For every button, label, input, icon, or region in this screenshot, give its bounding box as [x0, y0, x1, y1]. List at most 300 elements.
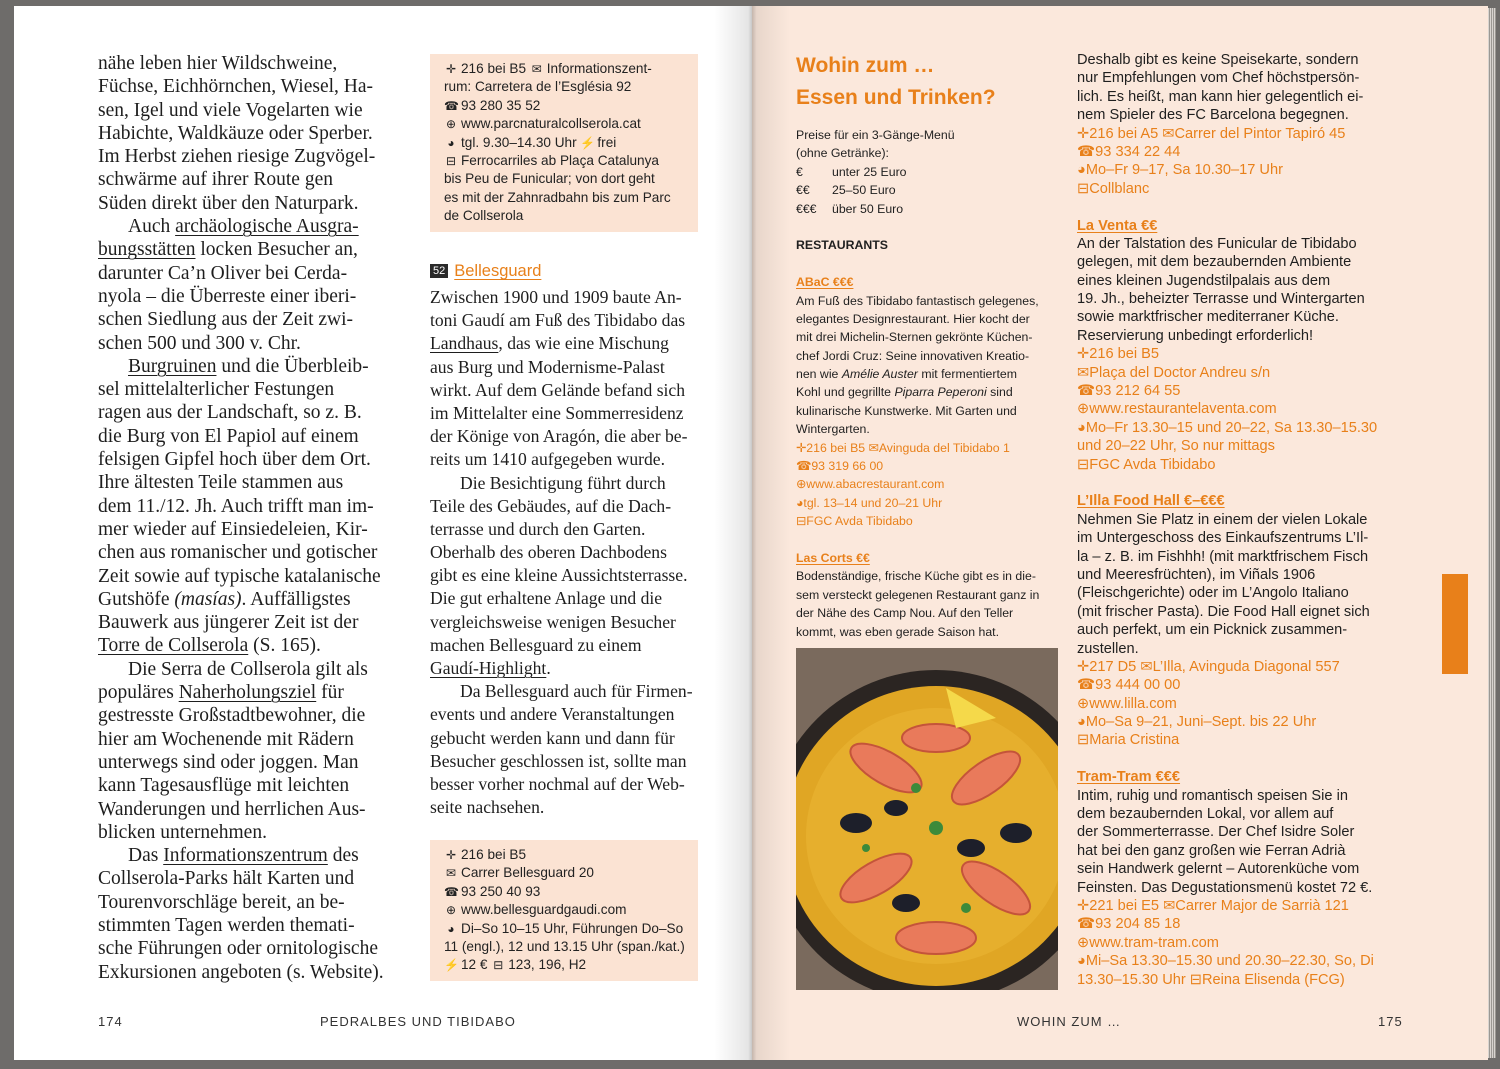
text-line	[430, 448, 708, 471]
text-line	[1077, 879, 1407, 897]
text-segment: sein Handwerk gelernt – Autorenküche vom	[1077, 861, 1360, 878]
text-line	[430, 727, 708, 750]
text-segment: Im Herbst ziehen riesige Zugvögel-	[98, 146, 376, 168]
info-text: es mit der Zahnradbahn bis zum Parc	[444, 189, 671, 205]
info-text: www.bellesguardgaudi.com	[461, 902, 627, 918]
info-icon: ✛	[445, 848, 457, 862]
text-line	[430, 286, 708, 309]
text-line	[430, 750, 708, 773]
text-line	[1077, 51, 1407, 69]
text-segment: ⊟FGC Avda Tibidabo	[796, 514, 913, 529]
text-segment: Bauwerk aus jüngerer Zeit ist der	[98, 612, 359, 634]
info-text: 93 280 35 52	[461, 97, 541, 113]
text-line	[430, 309, 708, 332]
restaurant-info[interactable]	[1077, 419, 1407, 437]
text-segment: kulinarische Kunstwerke. Mit Garten und	[796, 403, 1017, 418]
text-line	[430, 703, 708, 726]
text-segment: , das wie eine Mischung	[498, 333, 669, 354]
paella-photo	[796, 648, 1058, 990]
text-line	[796, 218, 1058, 236]
restaurant-info[interactable]	[796, 457, 1058, 475]
page-edges	[1488, 8, 1496, 1058]
text-line	[98, 751, 418, 774]
text-segment: Die Besichtigung führt durch	[460, 472, 666, 493]
text-line	[98, 262, 418, 285]
text-line	[430, 634, 708, 657]
text-segment: populäres	[98, 682, 179, 704]
page-number-right: 175	[1378, 1014, 1403, 1029]
text-line	[98, 285, 418, 308]
info-row	[444, 883, 684, 901]
restaurant-info[interactable]	[1077, 161, 1407, 179]
restaurant-name[interactable]	[1077, 217, 1407, 235]
restaurant-info[interactable]	[1077, 952, 1407, 970]
text-line	[98, 541, 418, 564]
text-line	[430, 472, 708, 495]
text-line	[796, 531, 1058, 549]
text-segment: im Mittelalter eine Sommerresidenz	[430, 402, 684, 423]
text-segment: gelegen, mit dem bezaubernden Ambiente	[1077, 254, 1352, 271]
text-line	[796, 200, 1058, 218]
text-segment: locken Besucher an,	[195, 239, 358, 261]
text-line	[1077, 823, 1407, 841]
info-text: rum: Carretera de l’Església 92	[444, 79, 632, 95]
text-line	[430, 611, 708, 634]
restaurants-column-1	[796, 126, 1058, 641]
restaurant-info[interactable]	[1077, 143, 1407, 161]
info-row	[444, 152, 684, 170]
text-line	[1077, 787, 1407, 805]
text-line	[98, 425, 418, 448]
text-line	[796, 255, 1058, 273]
text-segment: Intim, ruhig und romantisch speisen Sie in	[1077, 787, 1348, 804]
text-segment: Deshalb gibt es keine Speisekarte, sondern	[1077, 52, 1359, 68]
section-number-badge: 52	[430, 264, 448, 278]
text-line	[1077, 106, 1407, 124]
text-segment: (mit frischer Pasta). Die Food Hall eignet sich	[1077, 603, 1370, 620]
text-segment: Reservierung unbedingt erforderlich!	[1077, 327, 1314, 344]
restaurant-info[interactable]	[1077, 971, 1407, 989]
text-segment: ⊟Collblanc	[1077, 180, 1150, 197]
restaurants-column-2	[1077, 51, 1407, 989]
text-segment: schwärme auf ihrer Route gen	[98, 169, 333, 191]
text-segment: im Untergeschoss des Einkaufszentrums L’Il-	[1077, 530, 1369, 547]
text-segment: gestresste Großstadtbewohner, die	[98, 705, 366, 727]
text-segment: (Fleischgerichte) oder im L’Angolo Italiano	[1077, 585, 1349, 602]
info-row	[444, 920, 684, 938]
text-segment: ✉Plaça del Doctor Andreu s/n	[1077, 364, 1271, 381]
text-segment: sche Führungen oder ornitologische	[98, 938, 378, 960]
text-segment: ABaC €€€	[796, 275, 854, 290]
text-segment: Las Corts €€	[796, 550, 870, 565]
text-line	[796, 586, 1058, 604]
open-book	[14, 6, 1488, 1060]
text-segment: ◕Mo–Fr 9–17, Sa 10.30–17 Uhr	[1077, 162, 1283, 179]
text-line	[1077, 860, 1407, 878]
left-body-text	[98, 52, 418, 984]
text-segment: Zwischen 1900 und 1909 baute An-	[430, 287, 682, 307]
text-segment: ⊕www.lilla.com	[1077, 695, 1177, 712]
text-line	[1077, 511, 1407, 529]
text-line	[98, 52, 418, 75]
restaurant-info[interactable]	[1077, 713, 1407, 731]
text-line	[430, 773, 708, 796]
text-segment: ◕Mo–Sa 9–21, Juni–Sept. bis 22 Uhr	[1077, 714, 1317, 731]
text-line	[1077, 474, 1407, 492]
info-text: tgl. 9.30–14.30 Uhr	[461, 134, 581, 150]
text-segment: Preise für ein 3-Gänge-Menü	[796, 128, 955, 142]
text-segment: ⊟Maria Cristina	[1077, 732, 1180, 749]
restaurant-info[interactable]	[1077, 456, 1407, 474]
text-line	[1077, 842, 1407, 860]
restaurant-info[interactable]	[1077, 731, 1407, 749]
running-head-right: WOHIN ZUM …	[1017, 1014, 1122, 1029]
link-text[interactable]: Naherholungsziel	[178, 682, 317, 704]
text-line	[98, 891, 418, 914]
restaurant-info[interactable]	[1077, 915, 1407, 933]
text-line	[98, 798, 418, 821]
text-segment: ◕Mo–Fr 13.30–15 und 20–22, Sa 13.30–15.30	[1077, 419, 1378, 436]
info-text: Di–So 10–15 Uhr, Führungen Do–So	[461, 920, 684, 936]
info-row	[444, 60, 684, 78]
text-segment: ✛217 D5 ✉L’Illa, Avinguda Diagonal 557	[1077, 658, 1340, 675]
text-segment: ⊟FGC Avda Tibidabo	[1077, 456, 1216, 473]
info-box-bellesguard	[430, 840, 698, 981]
text-segment: Auch	[128, 216, 176, 238]
text-segment: nem Spieler des FC Barcelona begegnen.	[1077, 107, 1349, 124]
text-segment: (S. 165).	[248, 635, 321, 657]
text-segment: und die Überbleib-	[216, 355, 369, 377]
section-heading	[430, 262, 541, 281]
text-segment: Das	[128, 845, 164, 867]
restaurant-info[interactable]	[796, 494, 1058, 512]
text-segment: gibt es eine kleine Aussichtsterrasse.	[430, 565, 688, 586]
chapter-title-line2: Essen und Trinken?	[796, 86, 996, 109]
text-segment: über 50 Euro	[832, 201, 904, 216]
text-line	[98, 914, 418, 937]
restaurant-name[interactable]	[1077, 492, 1407, 510]
link-text[interactable]: Gaudí-Highlight	[430, 658, 547, 678]
text-line	[98, 332, 418, 355]
text-line	[796, 402, 1058, 420]
restaurant-info[interactable]	[1077, 897, 1407, 915]
text-line	[1077, 805, 1407, 823]
text-segment: 19. Jh., beheizter Terrasse und Wintergarten	[1077, 291, 1365, 308]
text-segment: An der Talstation des Funicular de Tibidabo	[1077, 235, 1357, 252]
info-row	[444, 207, 684, 225]
restaurant-info[interactable]	[1077, 658, 1407, 676]
text-segment: kommt, was eben gerade Saison hat.	[796, 624, 1000, 639]
text-segment: ✛216 bei B5 ✉Avinguda del Tibidabo 1	[796, 440, 1010, 455]
text-line	[796, 567, 1058, 585]
text-segment: zustellen.	[1077, 640, 1139, 657]
text-segment: dem bezaubernden Lokal, vor allem auf	[1077, 806, 1334, 823]
text-line	[98, 588, 418, 611]
text-segment: und 20–22 Uhr, So nur mittags	[1077, 438, 1275, 455]
text-line	[796, 383, 1058, 401]
info-text: frei	[597, 134, 617, 150]
text-line	[1077, 640, 1407, 658]
text-line	[1077, 88, 1407, 106]
text-segment: besser vorher nochmal auf der Web-	[430, 773, 685, 794]
text-segment: Oberhalb des oberen Dachbodens	[430, 542, 667, 563]
restaurant-info[interactable]	[1077, 934, 1407, 952]
text-segment: aus Burg und Modernisme-Palast	[430, 356, 665, 377]
text-segment: mit drei Michelin-Sternen gekrönte Küchen-	[796, 330, 1033, 345]
text-segment: seite nachsehen.	[430, 797, 545, 818]
section-label	[796, 236, 1058, 254]
info-icon: ⚡	[444, 958, 459, 973]
text-line	[1077, 603, 1407, 621]
info-row	[444, 956, 684, 974]
text-line	[98, 122, 418, 145]
text-segment: ragen aus der Landschaft, so z. B.	[98, 402, 362, 424]
text-segment: der Nähe des Camp Nou. Auf den Teller	[796, 606, 1014, 621]
text-line	[1077, 308, 1407, 326]
text-line	[430, 402, 708, 425]
text-segment: machen Bellesguard zu einem	[430, 634, 642, 655]
text-line	[98, 238, 418, 261]
text-segment: gebucht werden kann und dann für	[430, 727, 675, 748]
info-text: Informationszent-	[546, 61, 652, 76]
info-row	[444, 901, 684, 919]
restaurant-info[interactable]	[1077, 676, 1407, 694]
text-line	[796, 365, 1058, 383]
text-line	[98, 634, 418, 657]
link-text[interactable]: bungsstätten	[98, 239, 196, 261]
text-segment: chef Jordi Cruz: Seine innovativen Kreatio-	[796, 348, 1030, 363]
text-segment: Teile des Gebäudes, auf die Dach-	[430, 495, 672, 516]
text-line	[98, 99, 418, 122]
text-line	[430, 425, 708, 448]
restaurant-name[interactable]	[1077, 768, 1407, 786]
text-segment: Tourenvorschläge bereit, an be-	[98, 891, 345, 913]
info-icon: ✉	[445, 866, 457, 881]
text-segment: unterwegs sind oder joggen. Man	[98, 751, 359, 773]
text-line	[98, 658, 418, 681]
info-row	[444, 115, 684, 133]
text-line	[1077, 750, 1407, 768]
text-segment: ✛221 bei E5 ✉Carrer Major de Sarrià 121	[1077, 897, 1349, 914]
text-line	[796, 347, 1058, 365]
text-line	[1077, 621, 1407, 639]
text-line	[1077, 290, 1407, 308]
text-segment: ☎93 334 22 44	[1077, 143, 1181, 160]
link-text[interactable]: Torre de Collserola	[98, 635, 249, 657]
text-line	[98, 192, 418, 215]
text-line	[98, 774, 418, 797]
text-segment: sel mittelalterlicher Festungen	[98, 379, 335, 401]
text-line	[796, 144, 1058, 162]
text-line	[1077, 566, 1407, 584]
text-line	[430, 657, 708, 680]
restaurant-info[interactable]	[796, 512, 1058, 530]
text-segment: reits um 1410 aufgegeben wurde.	[430, 449, 665, 470]
restaurant-name[interactable]	[796, 549, 1058, 567]
text-line	[98, 168, 418, 191]
info-row	[444, 97, 684, 115]
text-segment: ☎93 204 85 18	[1077, 916, 1181, 933]
text-segment: die Burg von El Papiol auf einem	[98, 425, 359, 447]
text-segment: ✛216 bei A5 ✉Carrer del Pintor Tapiró 45	[1077, 125, 1346, 142]
text-segment: Süden direkt über den Naturpark.	[98, 192, 359, 214]
text-segment: ☎93 212 64 55	[1077, 383, 1181, 400]
info-text: Carrer Bellesguard 20	[461, 865, 594, 881]
text-line	[430, 796, 708, 819]
restaurant-info[interactable]	[1077, 180, 1407, 198]
info-row	[444, 134, 684, 152]
text-line	[1077, 253, 1407, 271]
restaurant-info[interactable]	[796, 475, 1058, 493]
text-segment: wirkt. Auf dem Gelände befand sich	[430, 379, 686, 400]
text-line	[98, 844, 418, 867]
text-segment: events und andere Veranstaltungen	[430, 704, 675, 725]
text-segment: ☎93 444 00 00	[1077, 677, 1181, 694]
restaurant-info[interactable]	[1077, 400, 1407, 418]
text-segment: auch perfekt, um ein Picknick zusammen-	[1077, 622, 1348, 639]
left-page	[14, 6, 752, 1060]
text-segment: sem versteckt gelegenen Restaurant ganz in	[796, 587, 1040, 602]
info-box-collserola	[430, 54, 698, 232]
text-line	[98, 471, 418, 494]
price-symbol: €€€	[796, 201, 817, 216]
text-segment: der Könige von Aragón, die aber be-	[430, 426, 688, 447]
text-segment: (ohne Getränke):	[796, 146, 889, 161]
text-segment: 13.30–15.30 Uhr ⊟Reina Elisenda (FCG)	[1077, 971, 1345, 988]
text-segment: La Venta €€	[1077, 217, 1158, 234]
link-text[interactable]: archäologische Ausgra-	[175, 216, 359, 238]
link-text[interactable]: Landhaus	[430, 333, 499, 354]
text-segment: ◕tgl. 13–14 und 20–21 Uhr	[796, 495, 943, 510]
text-segment: kann Tagesausflüge mit leichten	[98, 775, 350, 797]
text-line	[1077, 327, 1407, 345]
text-segment: und Meeresfrüchten), im Viñals 1906	[1077, 566, 1316, 583]
text-segment: sind	[986, 385, 1013, 400]
text-segment: Besucher geschlossen ist, sollte man	[430, 750, 687, 771]
price-symbol: €€	[796, 183, 810, 198]
info-text: Ferrocarriles ab Plaça Catalunya	[461, 152, 659, 168]
text-line	[98, 355, 418, 378]
text-line	[98, 681, 418, 704]
info-text: de Collserola	[444, 208, 524, 224]
text-line	[796, 310, 1058, 328]
text-line	[430, 541, 708, 564]
info-icon: ⚡	[580, 135, 596, 150]
text-segment: ✛216 bei B5	[1077, 346, 1160, 363]
section-title-bellesguard[interactable]: Bellesguard	[454, 262, 542, 280]
text-line	[1077, 584, 1407, 602]
paella-illustration	[796, 648, 1058, 990]
restaurant-info[interactable]	[1077, 125, 1407, 143]
text-line	[796, 328, 1058, 346]
text-segment: schen Siedlung aus der Zeit zwi-	[98, 309, 354, 331]
text-segment: der Sommerterrasse. Der Chef Isidre Soler	[1077, 824, 1355, 841]
restaurant-info[interactable]	[1077, 382, 1407, 400]
restaurant-info[interactable]	[1077, 345, 1407, 363]
text-segment: Gutshöfe	[98, 588, 175, 610]
info-icon: ⊟	[493, 958, 504, 973]
info-text: 123, 196, H2	[508, 957, 587, 973]
info-row	[444, 938, 684, 956]
text-segment: mit fermentiertem	[917, 367, 1017, 382]
text-segment: ⊕www.abacrestaurant.com	[796, 477, 945, 492]
running-head-left: PEDRALBES UND TIBIDABO	[320, 1014, 516, 1029]
text-segment: blicken unternehmen.	[98, 821, 267, 843]
restaurant-info[interactable]	[1077, 437, 1407, 455]
text-segment: nen wie	[796, 367, 842, 382]
text-segment: Füchse, Eichhörnchen, Wiesel, Ha-	[98, 76, 374, 98]
text-segment: Collserola-Parks hält Karten und	[98, 868, 355, 890]
info-icon: ◕	[447, 921, 455, 936]
italic-segment: Amélie Auster	[841, 367, 918, 382]
info-icon: ⊟	[445, 153, 457, 168]
text-segment: nyola – die Überreste einer iberi-	[98, 285, 357, 307]
text-segment: Kohl und gegrillte	[796, 385, 895, 400]
text-segment: ◕Mi–Sa 13.30–15.30 und 20.30–22.30, So, Di	[1077, 953, 1374, 970]
info-row	[444, 864, 684, 882]
text-segment: Zeit sowie auf typische katalanische	[98, 565, 381, 587]
text-segment: Exkursionen angeboten (s. Website).	[98, 961, 384, 983]
text-segment: Die gut erhaltene Anlage und die	[430, 588, 663, 609]
link-text[interactable]: Burgruinen	[128, 355, 217, 377]
info-text: 12 €	[461, 957, 492, 973]
text-line	[98, 145, 418, 168]
text-line	[430, 495, 708, 518]
text-line	[98, 937, 418, 960]
text-line	[1077, 69, 1407, 87]
text-line	[430, 680, 708, 703]
text-line	[98, 565, 418, 588]
text-line	[98, 448, 418, 471]
text-line	[98, 75, 418, 98]
text-line	[1077, 235, 1407, 253]
info-text: 93 250 40 93	[461, 883, 541, 899]
text-line	[430, 379, 708, 402]
restaurant-info[interactable]	[1077, 364, 1407, 382]
text-segment: RESTAURANTS	[796, 238, 888, 253]
text-segment: für	[316, 682, 344, 704]
text-segment: chen aus romanischer und gotischer	[98, 542, 378, 564]
text-segment: toni Gaudí am Fuß des Tibidabo das	[430, 310, 686, 331]
text-line	[430, 564, 708, 587]
text-segment: eines kleinen Jugendstilpalais aus dem	[1077, 272, 1331, 289]
text-segment: Habichte, Waldkäuze oder Sperber.	[98, 122, 373, 144]
text-segment: hier am Wochenende mit Rädern	[98, 728, 354, 750]
bellesguard-body-text	[430, 286, 708, 819]
info-icon: ⊕	[445, 903, 457, 918]
restaurant-info[interactable]	[796, 439, 1058, 457]
info-row	[444, 846, 684, 864]
text-segment: Nehmen Sie Platz in einem der vielen Lokale	[1077, 511, 1368, 528]
text-segment: terrasse und durch den Garten.	[430, 518, 646, 539]
text-line	[430, 587, 708, 610]
text-segment: ☎93 319 66 00	[796, 459, 884, 474]
text-line	[796, 604, 1058, 622]
text-line	[98, 401, 418, 424]
text-segment: Feinsten. Das Degustationsmenü kostet 72 €.	[1077, 879, 1373, 896]
text-segment: mer wieder auf Einsiedeleien, Kir-	[98, 518, 368, 540]
text-segment: ⊕www.tram-tram.com	[1077, 934, 1219, 951]
restaurant-info[interactable]	[1077, 695, 1407, 713]
text-segment: des	[327, 845, 359, 867]
info-text: 11 (engl.), 12 und 13.15 Uhr (span./kat.)	[444, 938, 685, 954]
text-segment: unter 25 Euro	[832, 164, 907, 179]
info-text: www.parcnaturalcollserola.cat	[461, 116, 641, 132]
link-text[interactable]: Informationszentrum	[163, 845, 328, 867]
restaurant-name[interactable]	[796, 273, 1058, 291]
text-line	[430, 332, 708, 355]
text-line	[98, 215, 418, 238]
